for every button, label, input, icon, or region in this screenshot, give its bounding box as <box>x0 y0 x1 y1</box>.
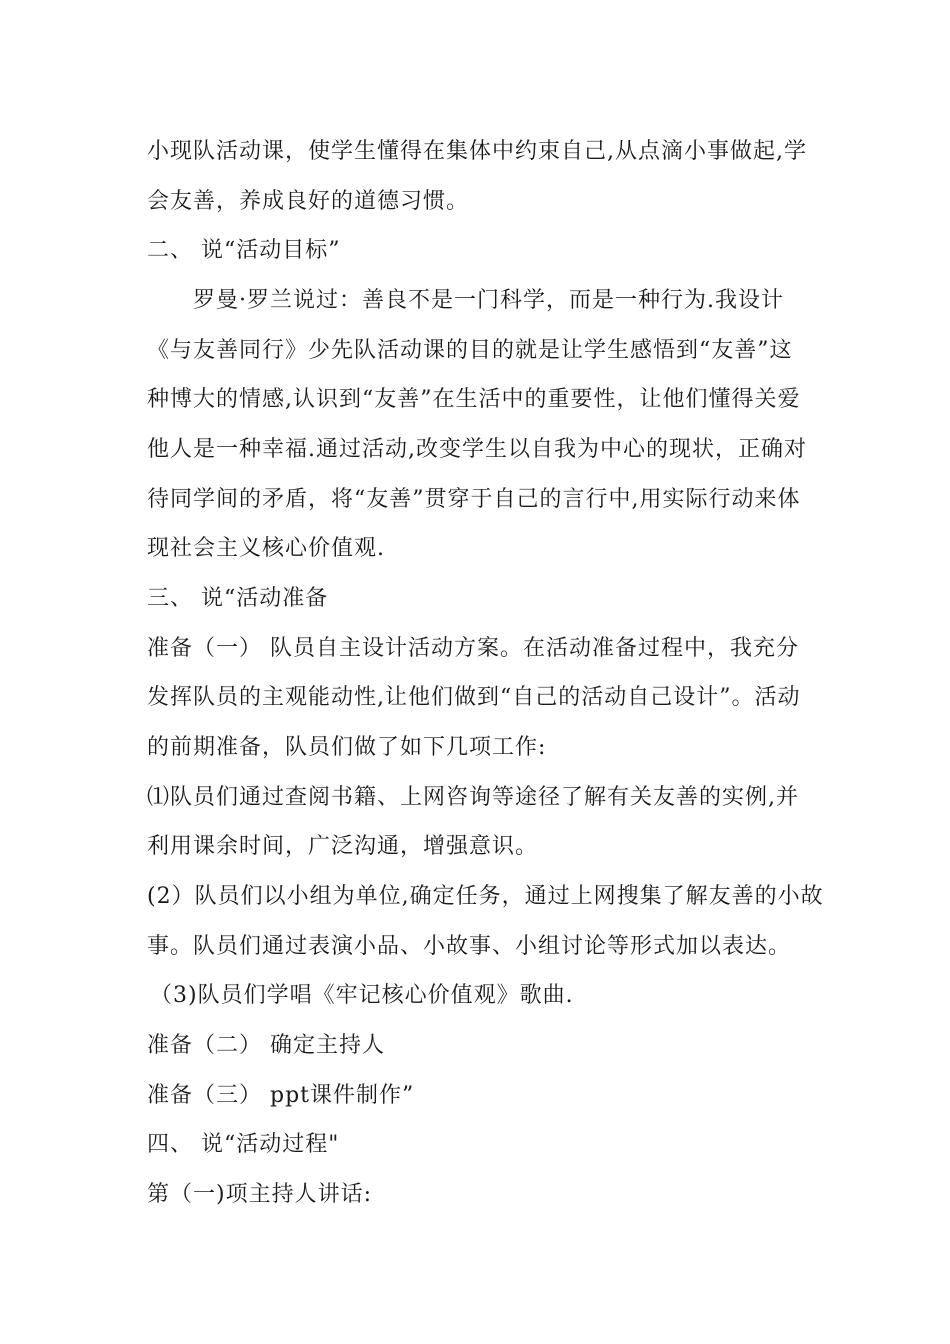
paragraph-line: 准备（二） 确定主持人 <box>147 1033 385 1058</box>
paragraph-line: 第（一)项主持人讲话: <box>147 1182 372 1207</box>
paragraph-line: 准备（一） 队员自主设计活动方案。在活动准备过程中，我充分 <box>147 636 799 661</box>
list-item-line: （3)队员们学唱《牢记核心价值观》歌曲. <box>150 983 574 1008</box>
paragraph-line: 小现队活动课，使学生懂得在集体中约束自己,从点滴小事做起,学 <box>147 139 807 164</box>
paragraph-line: 他人是一种幸福.通过活动,改变学生以自我为中心的现状，正确对 <box>147 437 807 462</box>
section-heading-process: 四、 说“活动过程" <box>147 1132 340 1157</box>
list-item-line: (2）队员们以小组为单位,确定任务，通过上网搜集了解友善的小故 <box>147 884 824 909</box>
list-item-line: ⑴队员们通过查阅书籍、上网咨询等途径了解有关友善的实例,并 <box>147 785 799 810</box>
paragraph-line: 准备（三） ppt课件制作” <box>147 1083 415 1108</box>
paragraph-line: 《与友善同行》少先队活动课的目的就是让学生感悟到“友善”这 <box>147 338 793 363</box>
section-heading-preparation: 三、 说“活动准备 <box>147 586 329 611</box>
section-heading-goals: 二、 说“活动目标” <box>147 238 341 263</box>
paragraph-line: 现社会主义核心价值观. <box>147 536 385 561</box>
list-item-line: 事。队员们通过表演小品、小故事、小组讨论等形式加以表达。 <box>147 934 792 959</box>
paragraph-line: 罗曼·罗兰说过：善良不是一门科学，而是一种行为.我设计 <box>193 288 784 313</box>
paragraph-line: 的前期准备，队员们做了如下几项工作: <box>147 735 547 760</box>
list-item-line: 利用课余时间，广泛沟通，增强意识。 <box>147 834 539 859</box>
paragraph-line: 发挥队员的主观能动性,让他们做到“自己的活动自己设计”。活动 <box>147 685 801 710</box>
paragraph-line: 会友善，养成良好的道德习惯。 <box>147 189 470 214</box>
paragraph-line: 待同学间的矛盾，将“友善”贯穿于自己的言行中,用实际行动来体 <box>147 487 801 512</box>
paragraph-line: 种博大的情感,认识到“友善”在生活中的重要性，让他们懂得关爱 <box>147 387 801 412</box>
